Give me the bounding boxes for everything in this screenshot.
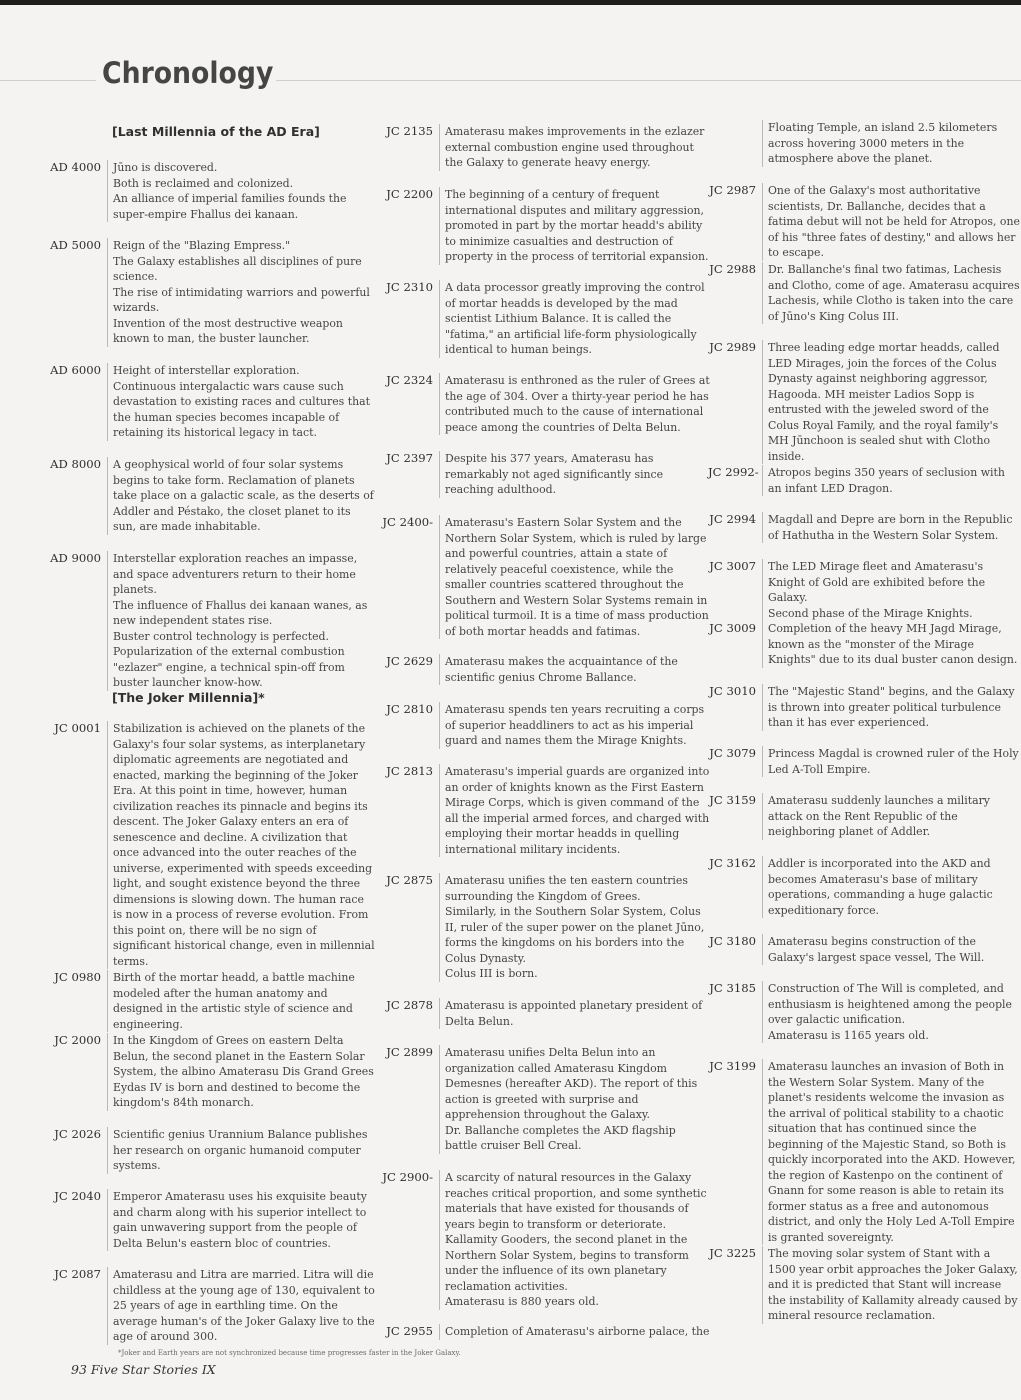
timeline-entry — [708, 621, 1021, 668]
timeline-entry — [46, 551, 376, 691]
entry-date: JC 3009 — [709, 621, 756, 635]
entry-text — [762, 262, 1021, 324]
entry-date: JC 2899 — [386, 1045, 433, 1059]
entry-date: AD 5000 — [50, 238, 101, 252]
entry-date: JC 2987 — [709, 183, 756, 197]
entry-line: The beginning of a century of frequent international disputes and military aggression, promoted in part by the mortar headd's ability to minimize casualties and destruction of property in the process of territorial expansion. — [445, 188, 709, 263]
entry-text — [762, 1246, 1021, 1324]
entry-text — [762, 120, 1021, 167]
entry-date: JC 3079 — [709, 746, 756, 760]
entry-line: Dr. Ballanche completes the AKD flagship battle cruiser Bell Creal. — [445, 1123, 676, 1152]
top-border — [0, 0, 1021, 5]
entry-date: JC 2000 — [54, 1033, 101, 1047]
entry-line: A scarcity of natural resources in the Galaxy reaches critical proportion, and some synthetic materials that have existed for thousands of years begin to transform or deteriorate. — [445, 1171, 707, 1231]
entry-date: JC 3159 — [709, 793, 756, 807]
entry-text — [762, 981, 1021, 1043]
timeline-entry — [708, 465, 1021, 496]
entry-date: JC 2900- — [382, 1170, 433, 1184]
entry-date: JC 2087 — [54, 1267, 101, 1281]
entry-text — [762, 340, 1021, 464]
entry-line: Amaterasu unifies the ten eastern countries surrounding the Kingdom of Grees. — [445, 874, 688, 903]
entry-line: Completion of Amaterasu's airborne palace, the — [445, 1325, 710, 1338]
page-footer: 93 Five Star Stories IX — [71, 1362, 216, 1377]
entry-text — [439, 1170, 710, 1310]
entry-text — [439, 654, 710, 685]
entry-line: Continuous intergalactic wars cause such devastation to existing races and cultures that the human species becomes incapable of retaining its historical legacy in tact. — [113, 379, 370, 439]
entry-text — [439, 187, 710, 265]
entry-line: Magdall and Depre are born in the Republic of Hathutha in the Western Solar System. — [768, 513, 1013, 542]
entry-date: JC 0980 — [54, 970, 101, 984]
entry-date: JC 2400- — [382, 515, 433, 529]
entry-date: JC 2813 — [386, 764, 433, 778]
entry-line: Stabilization is achieved on the planets of the Galaxy's four solar systems, as interplanetary diplomatic agreements are negotiated and enacted, marking the beginning of the Joker Era. At this point in time, however, human civilization reaches its pinnacle and begins its descent. The Joker Galaxy enters an era of senescence and decline. A civilization that once advanced into the outer reaches of the universe, experimented with speeds exceeding light, and sought existence beyond the three dimensions is slowing down. The human race is now in a process of reverse evolution. From this point on, there will be no sign of significant historical change, even in millennial terms. — [113, 722, 375, 968]
entry-text — [107, 160, 376, 222]
entry-text — [439, 515, 710, 639]
entry-line: Three leading edge mortar headds, called LED Mirages, join the forces of the Colus Dynasty against neighboring aggressor, Hagooda. MH meister Ladios Sopp is entrusted with the jeweled sword of the Colus Royal Family, and the royal family's MH Jūnchoon is sealed shut with Clotho inside. — [768, 341, 1000, 463]
entry-text — [107, 1033, 376, 1111]
entry-line: Despite his 377 years, Amaterasu has remarkably not aged significantly since reaching adulthood. — [445, 452, 664, 496]
entry-line: Floating Temple, an island 2.5 kilometers across hovering 3000 meters in the atmosphere above the planet. — [768, 121, 998, 165]
timeline-entry — [380, 702, 710, 749]
entry-line: Amaterasu spends ten years recruiting a corps of superior headdliners to act as his imperial guard and names them the Mirage Knights. — [445, 703, 705, 747]
entry-text — [762, 621, 1021, 668]
entry-text — [762, 183, 1021, 261]
timeline-entry — [46, 457, 376, 535]
entry-text — [107, 363, 376, 441]
timeline-entry — [708, 981, 1021, 1043]
entry-line: Amaterasu makes the acquaintance of the scientific genius Chrome Ballance. — [445, 655, 678, 684]
timeline-entry — [708, 746, 1021, 777]
entry-text — [762, 512, 1021, 543]
entry-line: Addler is incorporated into the AKD and becomes Amaterasu's base of military operations, commanding a huge galactic expeditionary force. — [768, 857, 993, 917]
entry-line: The "Majestic Stand" begins, and the Galaxy is thrown into greater political turbulence than it has ever experienced. — [768, 685, 1015, 729]
timeline-entry — [708, 793, 1021, 840]
entry-line: Reign of the "Blazing Empress." — [113, 239, 291, 252]
entry-date: JC 2629 — [386, 654, 433, 668]
section-heading-joker-millennia: [The Joker Millennia]* — [112, 690, 265, 705]
entry-text — [107, 970, 376, 1032]
entry-line: One of the Galaxy's most authoritative scientists, Dr. Ballanche, decides that a fatima debut will not be held for Atropos, one of his "three fates of destiny," and allows her to escape. — [768, 184, 1020, 259]
entry-line: Dr. Ballanche's final two fatimas, Lachesis and Clotho, come of age. Amaterasu acquires Lachesis, while Clotho is taken into the care of Jūno's King Colus III. — [768, 263, 1020, 323]
entry-date: JC 2955 — [386, 1324, 433, 1338]
timeline-entry — [380, 515, 710, 639]
timeline-entry — [708, 684, 1021, 731]
entry-line: Colus III is born. — [445, 967, 538, 980]
timeline-entry — [46, 970, 376, 1032]
timeline-entry — [380, 451, 710, 498]
entry-text — [439, 373, 710, 435]
timeline-entry — [380, 1170, 710, 1310]
entry-line: Popularization of the external combustion "ezlazer" engine, a technical spin-off from buster launcher know-how. — [113, 645, 345, 689]
entry-date: JC 3010 — [709, 684, 756, 698]
entry-line: Amaterasu suddenly launches a military attack on the Rent Republic of the neighboring planet of Addler. — [768, 794, 990, 838]
timeline-entry — [708, 120, 1021, 167]
timeline-entry — [708, 934, 1021, 965]
entry-line: In the Kingdom of Grees on eastern Delta Belun, the second planet in the Eastern Solar System, the albino Amaterasu Dis Grand Grees Eydas IV is born and destined to become the kingdom's 84th monarch. — [113, 1034, 374, 1109]
entry-line: The LED Mirage fleet and Amaterasu's Knight of Gold are exhibited before the Galaxy. — [768, 560, 986, 604]
entry-text — [439, 124, 710, 171]
entry-date: JC 0001 — [54, 721, 101, 735]
timeline-entry — [708, 183, 1021, 261]
entry-line: An alliance of imperial families founds the super-empire Fhallus dei kanaan. — [113, 192, 347, 221]
entry-line: Both is reclaimed and colonized. — [113, 176, 294, 190]
entry-line: Amaterasu is enthroned as the ruler of Grees at the age of 304. Over a thirty-year period he has contributed much to the cause of international peace among the countries of Delta Belun. — [445, 374, 710, 434]
timeline-entry — [46, 721, 376, 969]
entry-line: Second phase of the Mirage Knights. — [768, 606, 973, 620]
entry-text — [439, 873, 710, 982]
entry-line: Invention of the most destructive weapon known to man, the buster launcher. — [113, 316, 343, 345]
timeline-entry — [708, 512, 1021, 543]
timeline-entry — [46, 1267, 376, 1345]
entry-text — [107, 551, 376, 691]
timeline-entry — [380, 187, 710, 265]
entry-line: Emperor Amaterasu uses his exquisite beauty and charm along with his superior intellect to gain unwavering support from the people of Delta Belun's eastern bloc of countries. — [113, 1190, 367, 1250]
entry-date: JC 3199 — [709, 1059, 756, 1073]
entry-date: JC 2026 — [54, 1127, 101, 1141]
entry-text — [762, 856, 1021, 918]
entry-line: Amaterasu unifies Delta Belun into an organization called Amaterasu Kingdom Demesnes (hereafter AKD). The report of this action is greeted with surprise and apprehension throughout the Galaxy. — [445, 1046, 698, 1121]
entry-text — [762, 559, 1021, 621]
entry-date: AD 9000 — [50, 551, 101, 565]
entry-date: JC 2324 — [386, 373, 433, 387]
timeline-entry — [380, 873, 710, 982]
entry-line: Amaterasu is 880 years old. — [445, 1295, 599, 1308]
entry-date: JC 2875 — [386, 873, 433, 887]
footnote: *Joker and Earth years are not synchronized because time progresses faster in the Joker Galaxy. — [118, 1349, 461, 1357]
entry-date: AD 6000 — [50, 363, 101, 377]
title-rule-right — [276, 80, 1021, 81]
timeline-entry — [380, 373, 710, 435]
entry-line: Jūno is discovered. — [113, 161, 218, 174]
entry-text — [762, 934, 1021, 965]
entry-date: JC 3180 — [709, 934, 756, 948]
entry-text — [762, 746, 1021, 777]
entry-line: Amaterasu is 1165 years old. — [768, 1028, 929, 1042]
entry-text — [439, 1324, 710, 1340]
entry-line: Buster control technology is perfected. — [113, 629, 329, 643]
entry-date: AD 4000 — [50, 160, 101, 174]
entry-line: The Galaxy establishes all disciplines of pure science. — [113, 254, 362, 283]
entry-text — [439, 702, 710, 749]
entry-line: Amaterasu and Litra are married. Litra will die childless at the young age of 130, equivalent to 25 years of age in earthling time. On the average human's of the Joker Galaxy live to the age of around 300. — [113, 1268, 375, 1343]
timeline-entry — [46, 1189, 376, 1251]
entry-date: JC 2994 — [709, 512, 756, 526]
timeline-entry — [708, 340, 1021, 464]
entry-line: The influence of Fhallus dei kanaan wanes, as new independent states rise. — [113, 598, 368, 627]
timeline-entry — [380, 280, 710, 358]
entry-line: Amaterasu's imperial guards are organized into an order of knights known as the First Eastern Mirage Corps, which is given command of the all the imperial armed forces, and charged with employing their mortar headds in quelling international military incidents. — [445, 765, 710, 856]
entry-line: Height of interstellar exploration. — [113, 364, 300, 377]
entry-text — [107, 1267, 376, 1345]
entry-text — [439, 1045, 710, 1154]
entry-date: JC 3007 — [709, 559, 756, 573]
timeline-entry — [708, 1059, 1021, 1245]
entry-line: The moving solar system of Stant with a 1500 year orbit approaches the Joker Galaxy, and it is predicted that Stant will increase the instability of Kallamity already caused by mineral resource reclamation. — [768, 1247, 1018, 1322]
timeline-entry — [708, 262, 1021, 324]
timeline-entry — [708, 1246, 1021, 1324]
timeline-entry — [380, 1324, 710, 1340]
timeline-entry — [380, 124, 710, 171]
entry-date: JC 3185 — [709, 981, 756, 995]
timeline-entry — [380, 654, 710, 685]
entry-line: Construction of The Will is completed, and enthusiasm is heightened among the people over galactic unification. — [768, 982, 1012, 1026]
entry-line: Atropos begins 350 years of seclusion with an infant LED Dragon. — [768, 466, 1005, 495]
timeline-entry — [46, 363, 376, 441]
entry-text — [762, 465, 1021, 496]
entry-line: Similarly, in the Southern Solar System, Colus II, ruler of the super power on the planet Jūno, forms the kingdoms on his borders into the Colus Dynasty. — [445, 905, 705, 965]
timeline-entry — [380, 764, 710, 857]
entry-text — [107, 721, 376, 969]
entry-text — [439, 451, 710, 498]
entry-date: JC 3162 — [709, 856, 756, 870]
entry-text — [439, 998, 710, 1029]
entry-line: Completion of the heavy MH Jagd Mirage, known as the "monster of the Mirage Knights" due to its dual buster canon design. — [768, 622, 1018, 666]
timeline-entry — [380, 1045, 710, 1154]
entry-text — [762, 793, 1021, 840]
timeline-entry — [708, 856, 1021, 918]
entry-line: Kallamity Gooders, the second planet in the Northern Solar System, begins to transform under the influence of its own planetary reclamation activities. — [445, 1233, 689, 1293]
entry-date: JC 2810 — [386, 702, 433, 716]
timeline-entry — [46, 1033, 376, 1111]
entry-line: A geophysical world of four solar systems begins to take form. Reclamation of planets take place on a galactic scale, as the deserts of Addler and Péstako, the closet planet to its sun, are made inhabitable. — [113, 458, 374, 533]
entry-date: JC 2989 — [709, 340, 756, 354]
entry-date: JC 2992- — [708, 465, 759, 479]
entry-line: Scientific genius Urannium Balance publishes her research on organic humanoid computer systems. — [113, 1128, 368, 1172]
entry-text — [107, 457, 376, 535]
timeline-entry — [380, 998, 710, 1029]
entry-text — [439, 280, 710, 358]
entry-date: JC 2310 — [386, 280, 433, 294]
entry-text — [439, 764, 710, 857]
entry-text — [107, 1127, 376, 1174]
entry-line: Amaterasu's Eastern Solar System and the Northern Solar System, which is ruled by large and powerful countries, attain a state of relatively peaceful coexistence, while the smaller countries scattered throughout the Southern and Western Solar Systems remain in political turmoil. It is a time of mass production of both mortar headds and fatimas. — [445, 516, 709, 638]
entry-line: Amaterasu begins construction of the Galaxy's largest space vessel, The Will. — [768, 935, 985, 964]
timeline-entry — [46, 160, 376, 222]
entry-line: The rise of intimidating warriors and powerful wizards. — [113, 285, 370, 314]
entry-line: Amaterasu makes improvements in the ezlazer external combustion engine used throughout the Galaxy to generate heavy energy. — [445, 125, 705, 169]
entry-line: Princess Magdal is crowned ruler of the Holy Led A-Toll Empire. — [768, 747, 1019, 776]
entry-text — [107, 238, 376, 347]
entry-text — [107, 1189, 376, 1251]
entry-date: JC 2200 — [386, 187, 433, 201]
page-title: Chronology — [102, 56, 274, 90]
entry-line: Birth of the mortar headd, a battle machine modeled after the human anatomy and designed in the artistic style of science and engineering. — [113, 971, 355, 1031]
timeline-entry — [46, 1127, 376, 1174]
entry-date: JC 2878 — [386, 998, 433, 1012]
entry-date: JC 2135 — [386, 124, 433, 138]
entry-date: JC 2397 — [386, 451, 433, 465]
timeline-entry — [708, 559, 1021, 621]
entry-line: Amaterasu is appointed planetary president of Delta Belun. — [445, 999, 703, 1028]
title-rule-left — [0, 80, 96, 81]
timeline-entry — [46, 238, 376, 347]
entry-date: AD 8000 — [50, 457, 101, 471]
entry-date: JC 2040 — [54, 1189, 101, 1203]
entry-text — [762, 684, 1021, 731]
section-heading-ad-era: [Last Millennia of the AD Era] — [112, 124, 320, 139]
entry-line: Amaterasu launches an invasion of Both in the Western Solar System. Many of the planet's residents welcome the invasion as the arrival of political stability to a chaotic situation that has continued since the beginning of the Majestic Stand, so Both is quickly incorporated into the AKD. However, the region of Kastenpo on the continent of Gnann for some reason is able to retain its former status as a free and autonomous district, and only the Holy Led A-Toll Empire is granted sovereignty. — [768, 1060, 1016, 1244]
entry-line: Interstellar exploration reaches an impasse, and space adventurers return to their home planets. — [113, 552, 358, 596]
entry-date: JC 3225 — [709, 1246, 756, 1260]
entry-line: A data processor greatly improving the control of mortar headds is developed by the mad scientist Lithium Balance. It is called the "fatima," an artificial life-form physiologically identical to human beings. — [445, 281, 705, 356]
entry-text — [762, 1059, 1021, 1245]
entry-date: JC 2988 — [709, 262, 756, 276]
